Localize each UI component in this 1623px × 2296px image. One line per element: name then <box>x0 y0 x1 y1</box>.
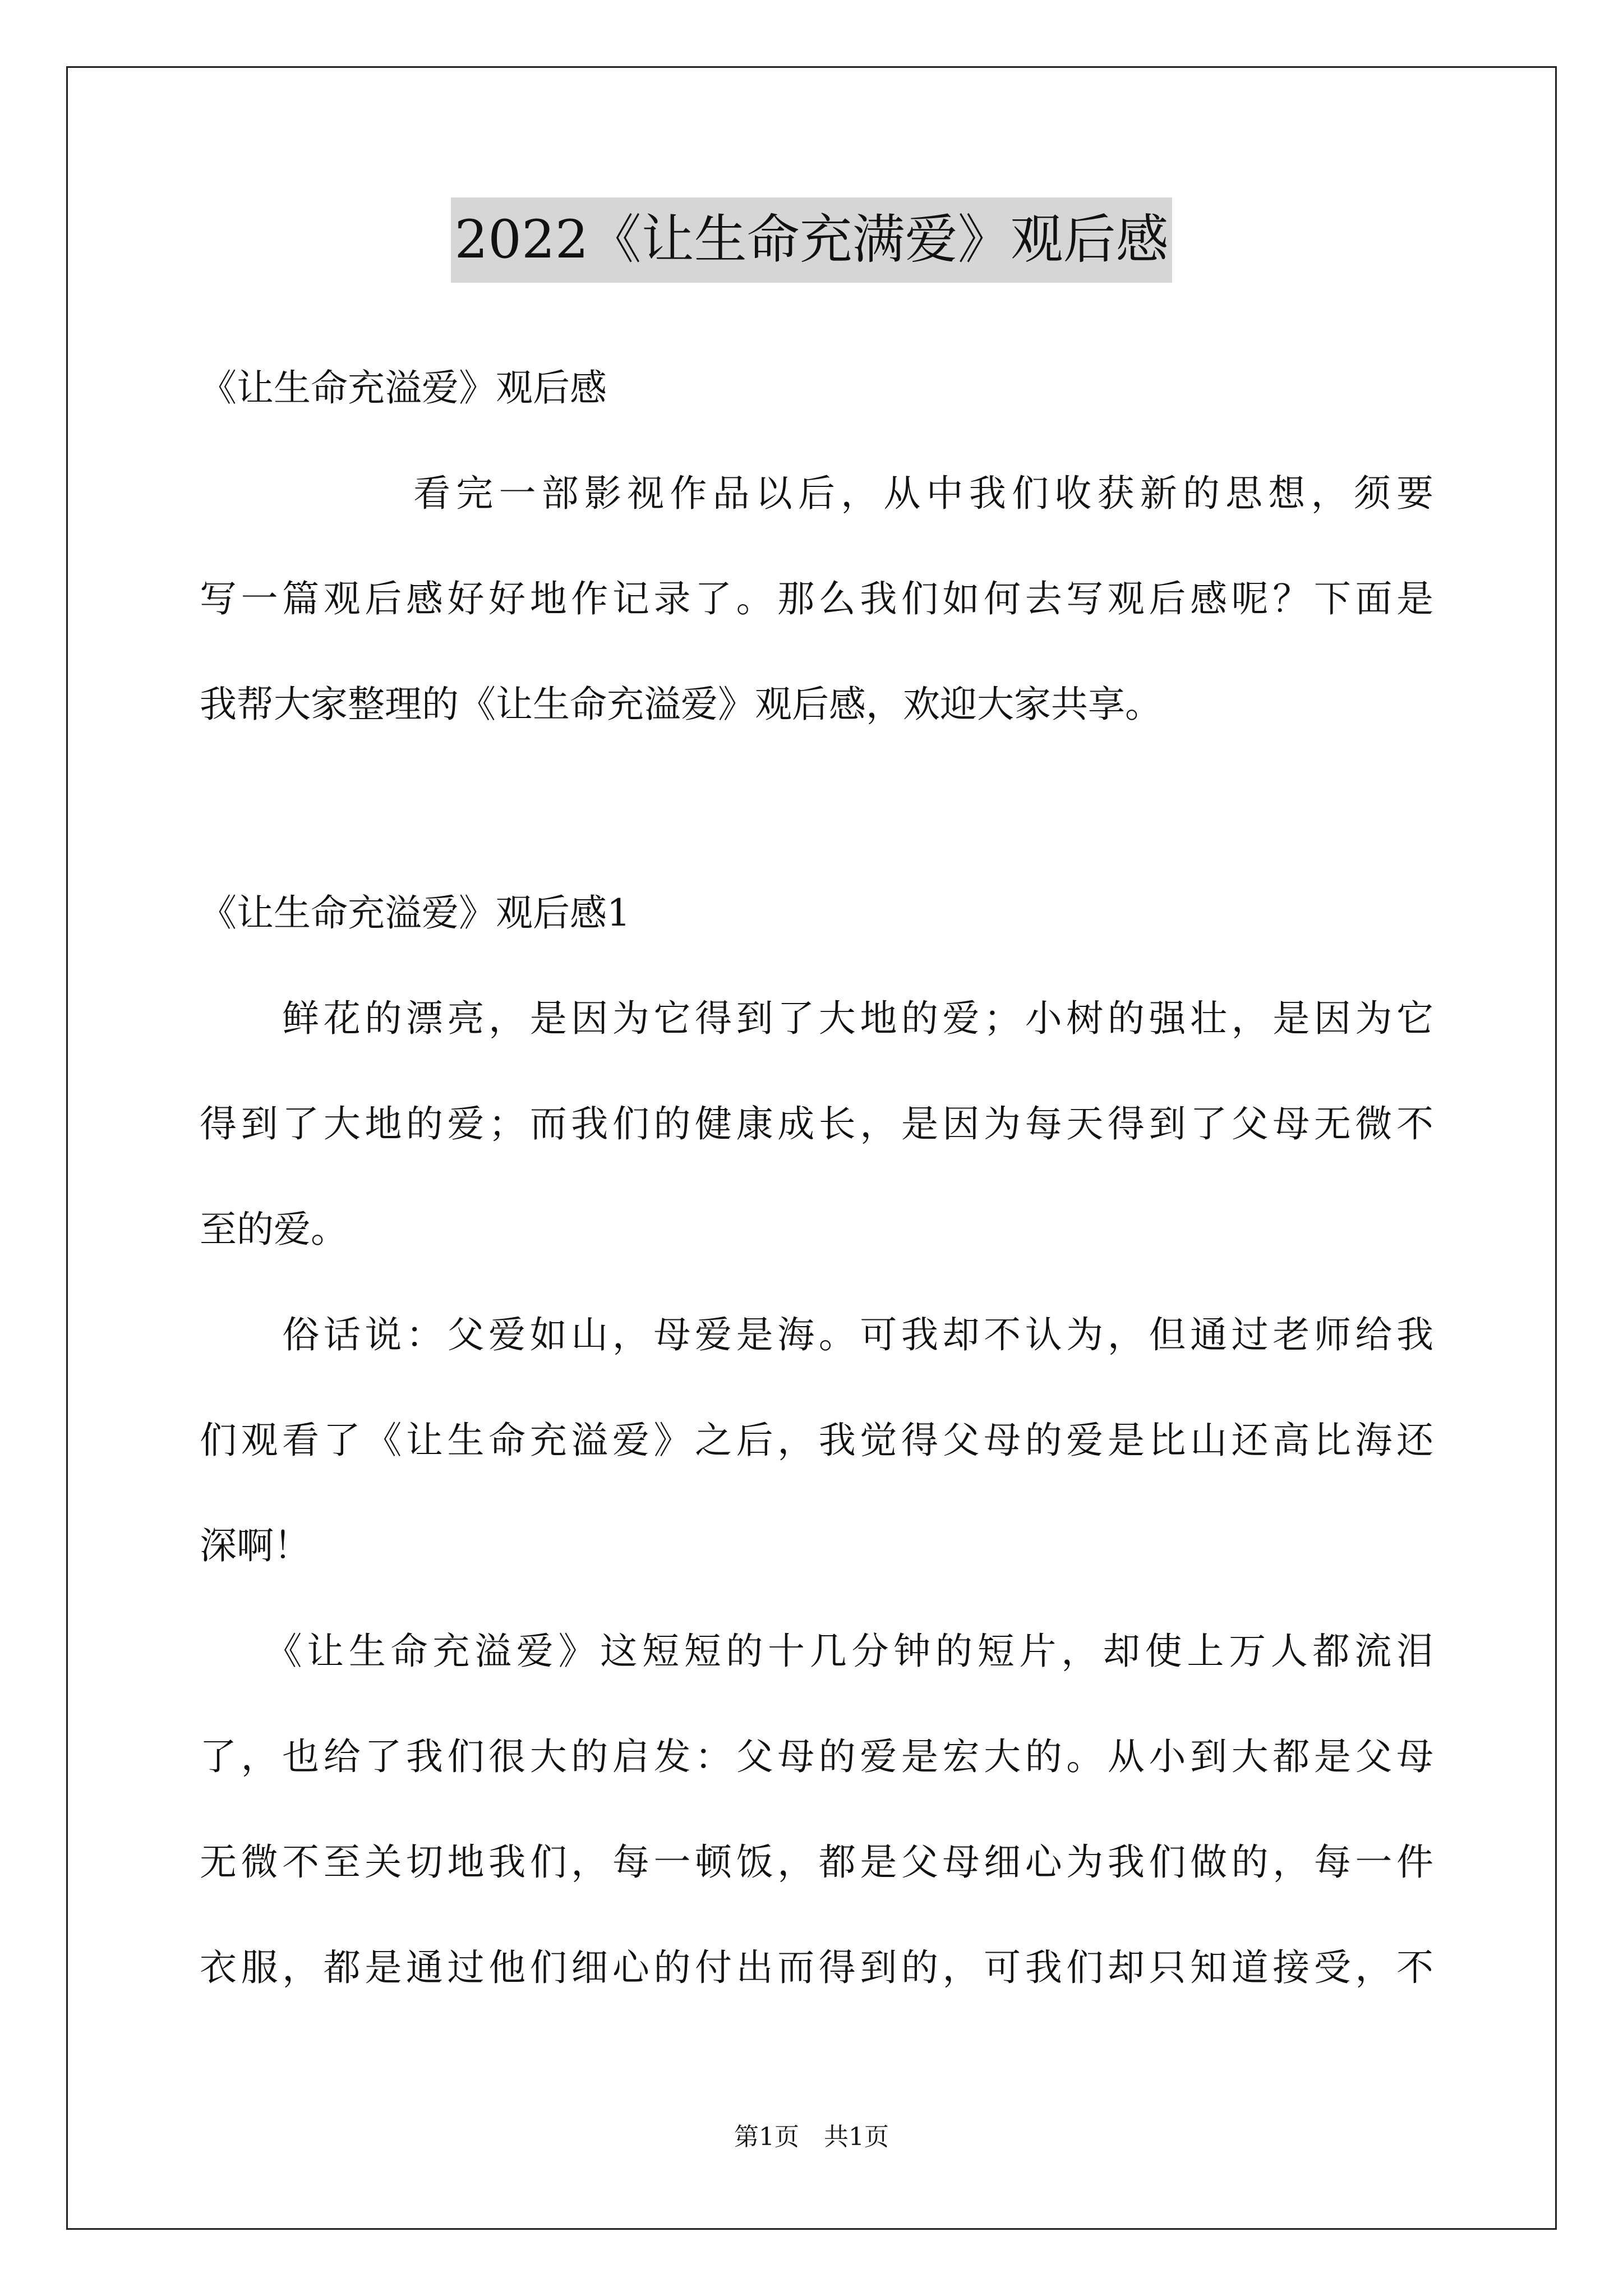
section-spacer <box>200 757 1433 861</box>
section-heading: 《让生命充溢爱》观后感1 <box>200 891 630 935</box>
document-body <box>200 335 1433 2021</box>
intro-line-1: 看完一部影视作品以后，从中我们收获新的思想，须要 <box>200 472 1433 515</box>
subtitle: 《让生命充溢爱》观后感 <box>200 366 607 409</box>
document-title: 2022《让生命充满爱》观后感 <box>451 197 1172 283</box>
page-footer: 第1页 共1页 <box>734 2123 889 2151</box>
para1-line-3: 至的爱。 <box>200 1208 348 1251</box>
intro-line-3: 我帮大家整理的《让生命充溢爱》观后感，欢迎大家共享。 <box>200 683 1162 726</box>
para3-line-2: 了，也给了我们很大的启发：父母的爱是宏大的。从小到大都是父母 <box>200 1735 1433 1778</box>
para3-line-3: 无微不至关切地我们，每一顿饭，都是父母细心为我们做的，每一件 <box>200 1841 1433 1884</box>
para1-line-2: 得到了大地的爱；而我们的健康成长，是因为每天得到了父母无微不 <box>200 1102 1433 1145</box>
para3-line-1: 《让生命充溢爱》这短短的十几分钟的短片，却使上万人都流泪 <box>200 1630 1433 1673</box>
para2-line-1: 俗话说：父爱如山，母爱是海。可我却不认为，但通过老师给我 <box>200 1313 1433 1356</box>
intro-line-2: 写一篇观后感好好地作记录了。那么我们如何去写观后感呢？下面是 <box>200 577 1433 620</box>
para1-line-1: 鲜花的漂亮，是因为它得到了大地的爱；小树的强壮，是因为它 <box>200 997 1433 1040</box>
para3-line-4: 衣服，都是通过他们细心的付出而得到的，可我们却只知道接受，不 <box>200 1946 1433 1989</box>
title-container <box>0 197 1623 283</box>
para2-line-3: 深啊！ <box>200 1524 311 1567</box>
para2-line-2: 们观看了《让生命充溢爱》之后，我觉得父母的爱是比山还高比海还 <box>200 1419 1433 1462</box>
